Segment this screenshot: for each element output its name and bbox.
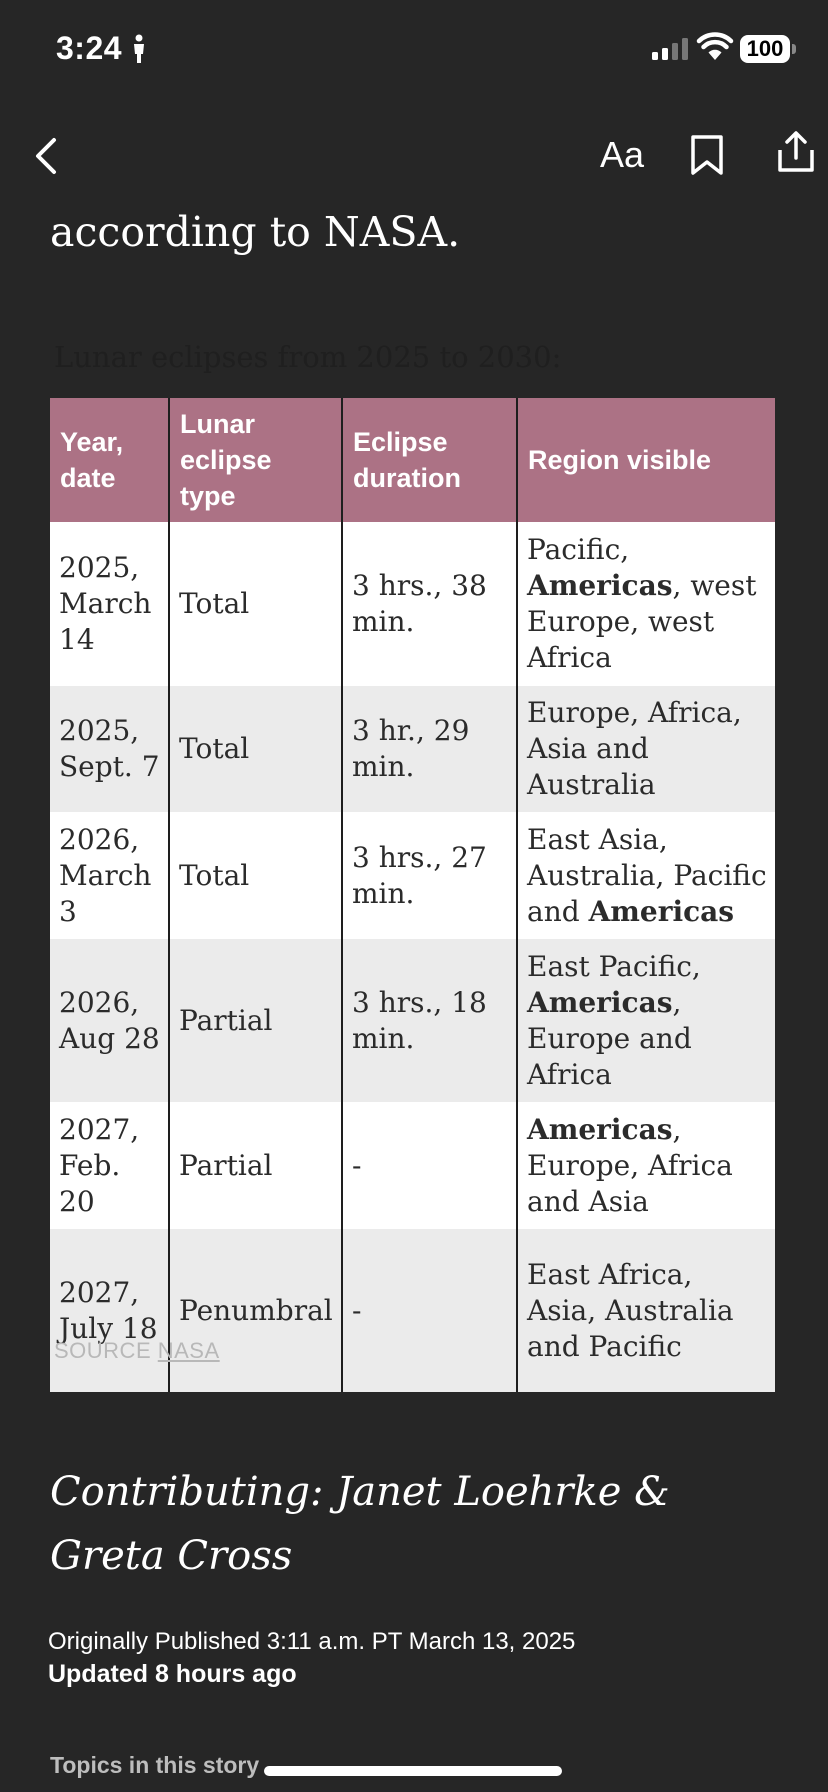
cell-type: Total bbox=[169, 686, 342, 812]
cell-duration: 3 hrs., 18 min. bbox=[342, 939, 517, 1102]
status-time: 3:24 bbox=[56, 30, 123, 66]
table-row bbox=[50, 1229, 775, 1392]
table-row bbox=[50, 1102, 775, 1229]
home-indicator[interactable] bbox=[264, 1766, 562, 1776]
bookmark-icon[interactable] bbox=[690, 134, 724, 176]
published-date: Originally Published 3:11 a.m. PT March 13, 2025 bbox=[48, 1628, 576, 1655]
region-highlight: Americas bbox=[527, 985, 673, 1019]
battery-tip-icon bbox=[792, 44, 796, 54]
topics-heading: Topics in this story bbox=[50, 1752, 260, 1778]
text-size-button[interactable]: Aa bbox=[600, 134, 645, 175]
cell-duration: - bbox=[342, 1102, 517, 1229]
region-text: East Pacific, bbox=[527, 949, 701, 983]
cell-type: Partial bbox=[169, 1102, 342, 1229]
source-credit bbox=[54, 1338, 220, 1364]
cell-date: 2027, July 18 bbox=[50, 1229, 169, 1392]
back-chevron-icon[interactable] bbox=[32, 136, 60, 176]
cell-date: 2025, Sept. 7 bbox=[50, 686, 169, 812]
cell-region bbox=[517, 522, 775, 686]
cell-region bbox=[517, 1229, 775, 1392]
cell-type: Total bbox=[169, 522, 342, 686]
cell-date: 2027, Feb. 20 bbox=[50, 1102, 169, 1229]
cell-region bbox=[517, 686, 775, 812]
table-row bbox=[50, 686, 775, 812]
contributing-credit: Contributing: Janet Loehrke & Greta Cross bbox=[50, 1469, 670, 1579]
cell-date: 2025, March 14 bbox=[50, 522, 169, 686]
region-highlight: Americas bbox=[588, 894, 735, 928]
region-highlight: Americas bbox=[527, 569, 673, 602]
region-text: East Africa, Asia, Australia and Pacific bbox=[527, 1257, 734, 1363]
article-toolbar bbox=[0, 120, 828, 190]
accessibility-person-icon bbox=[132, 34, 146, 64]
header-eclipse-type: Lunar eclipse type bbox=[169, 398, 342, 522]
source-label: SOURCE bbox=[54, 1338, 152, 1363]
cell-type: Total bbox=[169, 812, 342, 939]
table-header-row bbox=[50, 398, 775, 522]
region-text: Europe, Africa, Asia and Australia bbox=[527, 696, 742, 801]
eclipse-table bbox=[50, 398, 775, 1392]
cell-region bbox=[517, 812, 775, 939]
header-year-date: Year, date bbox=[50, 398, 169, 522]
header-region-visible: Region visible bbox=[517, 398, 775, 522]
region-highlight: Americas bbox=[527, 1112, 673, 1146]
article-lead-text: according to NASA. bbox=[50, 208, 461, 256]
cell-duration: 3 hrs., 27 min. bbox=[342, 812, 517, 939]
cell-region bbox=[517, 1102, 775, 1229]
cell-type: Partial bbox=[169, 939, 342, 1102]
cellular-signal-icon bbox=[652, 38, 688, 60]
region-text: Pacific, bbox=[527, 533, 630, 566]
cell-date: 2026, March 3 bbox=[50, 812, 169, 939]
region-text: , Europe and Africa bbox=[527, 985, 692, 1091]
cell-date: 2026, Aug 28 bbox=[50, 939, 169, 1102]
region-text: , Europe, Africa and Asia bbox=[527, 1112, 733, 1218]
source-link[interactable]: NASA bbox=[157, 1338, 220, 1363]
cell-region bbox=[517, 939, 775, 1102]
battery-indicator: 100 bbox=[740, 35, 790, 63]
cell-duration: - bbox=[342, 1229, 517, 1392]
header-eclipse-duration: Eclipse duration bbox=[342, 398, 517, 522]
updated-time: Updated 8 hours ago bbox=[48, 1660, 297, 1688]
table-row bbox=[50, 812, 775, 939]
region-text: , west Europe, west Africa bbox=[527, 569, 757, 674]
table-row bbox=[50, 522, 775, 686]
region-text: East Asia, Australia, Pacific and bbox=[527, 822, 767, 928]
share-icon[interactable] bbox=[776, 130, 816, 174]
cell-type: Penumbral bbox=[169, 1229, 342, 1392]
table-row bbox=[50, 939, 775, 1102]
wifi-icon bbox=[698, 34, 732, 60]
cell-duration: 3 hr., 29 min. bbox=[342, 686, 517, 812]
table-title: Lunar eclipses from 2025 to 2030: bbox=[54, 340, 562, 374]
status-bar bbox=[0, 0, 828, 100]
cell-duration: 3 hrs., 38 min. bbox=[342, 522, 517, 686]
